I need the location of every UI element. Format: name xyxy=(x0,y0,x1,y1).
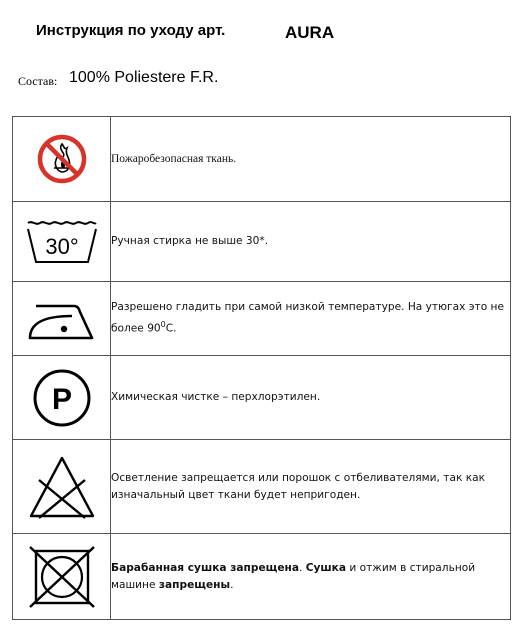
iron-text-end: С. xyxy=(165,322,177,335)
care-text: Химическая чистке – перхлорэтилен. xyxy=(111,356,511,440)
tumble-dry-bold-3: запрещены xyxy=(158,578,231,591)
care-text xyxy=(111,282,511,356)
composition xyxy=(18,69,219,90)
care-icon-cell xyxy=(13,440,111,534)
iron-low-temp-icon xyxy=(13,296,110,342)
tumble-dry-end: . xyxy=(230,578,234,591)
care-icon-cell xyxy=(13,282,111,356)
no-bleach-icon xyxy=(13,454,110,520)
care-icon-cell xyxy=(13,202,111,282)
care-icon-cell xyxy=(13,117,111,202)
degree-mark: 0 xyxy=(160,320,166,330)
care-text xyxy=(111,534,511,620)
composition-value: 100% Poliestere F.R. xyxy=(69,69,219,86)
dry-clean-p-icon xyxy=(13,368,110,428)
care-table xyxy=(12,116,511,620)
dry-clean-letter: P xyxy=(51,382,72,416)
hand-wash-30-icon xyxy=(13,217,110,267)
composition-label: Состав: xyxy=(18,74,58,88)
wash-temp-label: 30° xyxy=(44,233,79,259)
tumble-dry-bold-1: Барабанная сушка запрещена xyxy=(111,561,299,574)
no-fire-icon xyxy=(13,134,110,184)
care-row xyxy=(13,282,511,356)
iron-text-main: Разрешено гладить при самой низкой температуре. На утюгах это не более 90 xyxy=(111,301,504,335)
title-text: Инструкция по уходу арт. xyxy=(36,22,226,39)
care-text: Ручная стирка не выше 30*. xyxy=(111,202,511,282)
tumble-dry-bold-2: Сушка xyxy=(305,561,347,574)
care-row xyxy=(13,440,511,534)
tumble-dry-sep: . xyxy=(299,561,306,574)
care-icon-cell xyxy=(13,356,111,440)
care-row xyxy=(13,117,511,202)
care-row xyxy=(13,202,511,282)
no-tumble-dry-icon xyxy=(13,545,110,609)
care-text: Осветление запрещается или порошок с отбеливателями, так как изначальный цвет ткани будет непригоден. xyxy=(111,440,511,534)
article-name: AURA xyxy=(285,23,335,42)
care-row xyxy=(13,356,511,440)
care-icon-cell xyxy=(13,534,111,620)
care-text: Пожаробезопасная ткань. xyxy=(111,117,511,202)
instructions-title xyxy=(36,22,335,42)
care-row xyxy=(13,534,511,620)
tumble-dry-mid: и отжим в стиральной машине xyxy=(111,561,476,591)
